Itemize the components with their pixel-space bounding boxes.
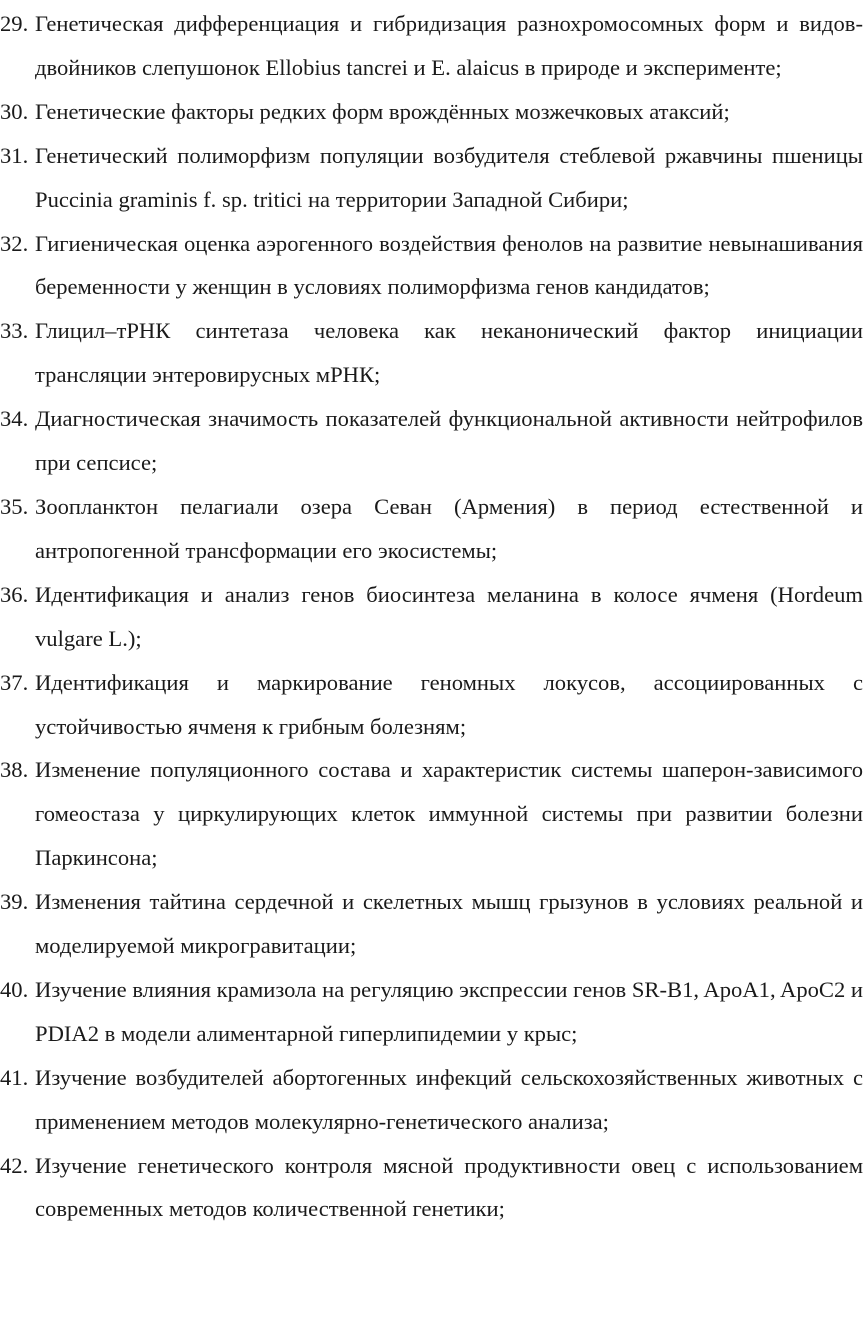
item-number: 32.	[0, 230, 29, 256]
item-text: Глицил–тРНК синтетаза человека как неканонический фактор инициации трансляции энтеровирусных мРНК;	[35, 318, 863, 388]
item-text: Изменение популяционного состава и характеристик системы шаперон-зависимого гомеостаза у циркулирующих клеток иммунной системы при развитии болезни Паркинсона;	[35, 757, 863, 871]
list-item	[0, 1056, 863, 1144]
list-item	[0, 661, 863, 749]
item-number: 29.	[0, 11, 29, 36]
list-item	[0, 90, 863, 134]
item-number: 35.	[0, 493, 29, 519]
item-number: 42.	[0, 1152, 29, 1178]
item-text: Идентификация и маркирование геномных локусов, ассоциированных с устойчивостью ячменя к грибным болезням;	[35, 669, 863, 739]
document-list	[0, 2, 863, 1231]
list-item	[0, 1144, 863, 1232]
item-text: Изучение генетического контроля мясной продуктивности овец с использованием современных методов количественной генетики;	[35, 1152, 863, 1222]
item-text: Изучение влияния крамизола на регуляцию экспрессии генов SR-B1, ApoA1, ApoC2 и PDIA2 в модели алиментарной гиперлипидемии у крыс;	[35, 976, 864, 1046]
item-number: 31.	[0, 142, 29, 168]
item-text: Диагностическая значимость показателей функциональной активности нейтрофилов при сепсисе;	[35, 406, 863, 476]
list-item	[0, 968, 863, 1056]
item-number: 33.	[0, 318, 29, 344]
list-item	[0, 309, 863, 397]
list-item	[0, 222, 863, 310]
list-item	[0, 748, 863, 880]
item-text: Генетический полиморфизм популяции возбудителя стеблевой ржавчины пшеницы Puccinia graminis f. sp. tritici на территории Западной Сибири;	[35, 142, 863, 212]
list-item	[0, 134, 863, 222]
item-number: 37.	[0, 669, 29, 695]
item-number: 34.	[0, 406, 29, 432]
item-text: Зоопланктон пелагиали озера Севан (Армения) в период естественной и антропогенной трансформации его экосистемы;	[35, 493, 863, 563]
list-item	[0, 485, 863, 573]
item-number: 38.	[0, 757, 29, 783]
list-item	[0, 2, 863, 90]
item-text: Изменения тайтина сердечной и скелетных мышц грызунов в условиях реальной и моделируемой микрогравитации;	[35, 889, 863, 959]
list-item	[0, 880, 863, 968]
list-item	[0, 573, 863, 661]
item-text: Гигиеническая оценка аэрогенного воздействия фенолов на развитие невынашивания беременности у женщин в условиях полиморфизма генов кандидатов;	[35, 230, 863, 300]
item-number: 30.	[0, 98, 29, 124]
item-number: 36.	[0, 581, 29, 607]
item-text: Изучение возбудителей абортогенных инфекций сельскохозяйственных животных с применением методов молекулярно-генетического анализа;	[35, 1064, 863, 1134]
item-text: Генетическая дифференциация и гибридизация разнохромосомных форм и видов-двойников слепушонок Ellobius tancrei и E. alaicus в природе и эксперименте;	[35, 11, 863, 80]
list-item	[0, 397, 863, 485]
item-text: Идентификация и анализ генов биосинтеза меланина в колосе ячменя (Hordeum vulgare L.);	[35, 581, 863, 651]
item-number: 40.	[0, 976, 29, 1002]
item-number: 39.	[0, 889, 29, 915]
item-text: Генетические факторы редких форм врождённых мозжечковых атаксий;	[35, 98, 730, 124]
item-number: 41.	[0, 1064, 29, 1090]
